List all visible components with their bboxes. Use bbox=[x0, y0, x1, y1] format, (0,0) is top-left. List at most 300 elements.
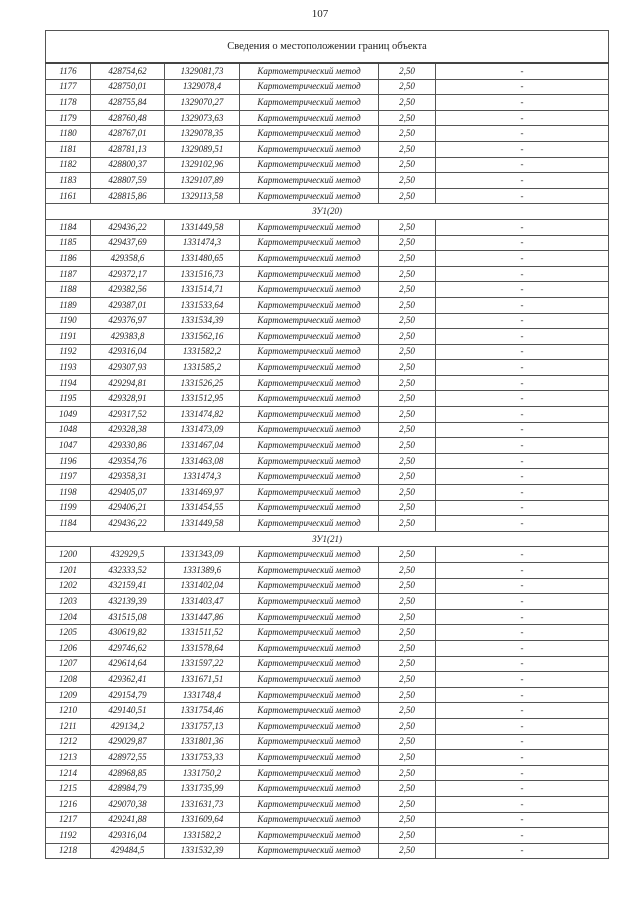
table-row bbox=[46, 63, 609, 79]
coord-x-cell: 429316,04 bbox=[91, 828, 165, 844]
coord-y-cell: 1331389,6 bbox=[165, 563, 240, 579]
table-row bbox=[46, 453, 609, 469]
coord-y-cell: 1331757,13 bbox=[165, 718, 240, 734]
point-number-cell: 1181 bbox=[46, 141, 91, 157]
table-row bbox=[46, 765, 609, 781]
table-row bbox=[46, 672, 609, 688]
boundary-coordinates-table bbox=[45, 30, 609, 859]
method-cell: Картометрический метод bbox=[240, 781, 379, 797]
table-row bbox=[46, 235, 609, 251]
table-row bbox=[46, 251, 609, 267]
coord-y-cell: 1331578,64 bbox=[165, 640, 240, 656]
method-cell: Картометрический метод bbox=[240, 563, 379, 579]
method-cell: Картометрический метод bbox=[240, 95, 379, 111]
coord-x-cell: 429436,22 bbox=[91, 516, 165, 532]
method-cell: Картометрический метод bbox=[240, 796, 379, 812]
method-cell: Картометрический метод bbox=[240, 594, 379, 610]
precision-cell: 2,50 bbox=[379, 594, 436, 610]
precision-cell: 2,50 bbox=[379, 157, 436, 173]
description-cell: - bbox=[436, 563, 609, 579]
table-row bbox=[46, 563, 609, 579]
table-row bbox=[46, 812, 609, 828]
table-row bbox=[46, 407, 609, 423]
description-cell: - bbox=[436, 453, 609, 469]
precision-cell: 2,50 bbox=[379, 329, 436, 345]
point-number-cell: 1210 bbox=[46, 703, 91, 719]
table-row bbox=[46, 750, 609, 766]
precision-cell: 2,50 bbox=[379, 126, 436, 142]
coord-x-cell: 429154,79 bbox=[91, 687, 165, 703]
coord-x-cell: 431515,08 bbox=[91, 609, 165, 625]
method-cell: Картометрический метод bbox=[240, 640, 379, 656]
precision-cell: 2,50 bbox=[379, 547, 436, 563]
table-row bbox=[46, 781, 609, 797]
description-cell: - bbox=[436, 235, 609, 251]
method-cell: Картометрический метод bbox=[240, 625, 379, 641]
coord-y-cell: 1329102,96 bbox=[165, 157, 240, 173]
method-cell: Картометрический метод bbox=[240, 344, 379, 360]
description-cell: - bbox=[436, 516, 609, 532]
method-cell: Картометрический метод bbox=[240, 63, 379, 79]
page-number: 107 bbox=[311, 8, 329, 20]
table-row bbox=[46, 485, 609, 501]
description-cell: - bbox=[436, 843, 609, 859]
section-label: ЗУ1(20) bbox=[46, 204, 609, 220]
description-cell: - bbox=[436, 781, 609, 797]
table-row bbox=[46, 578, 609, 594]
coord-x-cell: 428984,79 bbox=[91, 781, 165, 797]
table-body bbox=[46, 31, 609, 859]
description-cell: - bbox=[436, 375, 609, 391]
table-title-row bbox=[46, 31, 609, 64]
point-number-cell: 1194 bbox=[46, 375, 91, 391]
table-row bbox=[46, 500, 609, 516]
coord-x-cell: 432159,41 bbox=[91, 578, 165, 594]
description-cell: - bbox=[436, 594, 609, 610]
precision-cell: 2,50 bbox=[379, 422, 436, 438]
method-cell: Картометрический метод bbox=[240, 313, 379, 329]
coord-y-cell: 1329107,89 bbox=[165, 173, 240, 189]
description-cell: - bbox=[436, 578, 609, 594]
coord-y-cell: 1331582,2 bbox=[165, 344, 240, 360]
description-cell: - bbox=[436, 765, 609, 781]
point-number-cell: 1198 bbox=[46, 485, 91, 501]
description-cell: - bbox=[436, 640, 609, 656]
method-cell: Картометрический метод bbox=[240, 282, 379, 298]
section-row bbox=[46, 531, 609, 547]
description-cell: - bbox=[436, 469, 609, 485]
table-row bbox=[46, 110, 609, 126]
point-number-cell: 1187 bbox=[46, 266, 91, 282]
coord-y-cell: 1331753,33 bbox=[165, 750, 240, 766]
point-number-cell: 1204 bbox=[46, 609, 91, 625]
point-number-cell: 1211 bbox=[46, 718, 91, 734]
precision-cell: 2,50 bbox=[379, 516, 436, 532]
method-cell: Картометрический метод bbox=[240, 422, 379, 438]
description-cell: - bbox=[436, 266, 609, 282]
point-number-cell: 1215 bbox=[46, 781, 91, 797]
description-cell: - bbox=[436, 282, 609, 298]
description-cell: - bbox=[436, 219, 609, 235]
precision-cell: 2,50 bbox=[379, 391, 436, 407]
table-row bbox=[46, 141, 609, 157]
point-number-cell: 1209 bbox=[46, 687, 91, 703]
method-cell: Картометрический метод bbox=[240, 157, 379, 173]
precision-cell: 2,50 bbox=[379, 173, 436, 189]
description-cell: - bbox=[436, 407, 609, 423]
table-row bbox=[46, 188, 609, 204]
point-number-cell: 1191 bbox=[46, 329, 91, 345]
table-row bbox=[46, 438, 609, 454]
coord-y-cell: 1331631,73 bbox=[165, 796, 240, 812]
method-cell: Картометрический метод bbox=[240, 609, 379, 625]
method-cell: Картометрический метод bbox=[240, 828, 379, 844]
method-cell: Картометрический метод bbox=[240, 469, 379, 485]
precision-cell: 2,50 bbox=[379, 95, 436, 111]
description-cell: - bbox=[436, 656, 609, 672]
table-row bbox=[46, 313, 609, 329]
point-number-cell: 1161 bbox=[46, 188, 91, 204]
method-cell: Картометрический метод bbox=[240, 391, 379, 407]
coord-x-cell: 432929,5 bbox=[91, 547, 165, 563]
coord-y-cell: 1331533,64 bbox=[165, 297, 240, 313]
coord-x-cell: 429406,21 bbox=[91, 500, 165, 516]
method-cell: Картометрический метод bbox=[240, 812, 379, 828]
coord-x-cell: 428968,85 bbox=[91, 765, 165, 781]
coord-y-cell: 1331534,39 bbox=[165, 313, 240, 329]
precision-cell: 2,50 bbox=[379, 438, 436, 454]
coord-y-cell: 1331480,65 bbox=[165, 251, 240, 267]
table-row bbox=[46, 656, 609, 672]
coord-x-cell: 429307,93 bbox=[91, 360, 165, 376]
table-row bbox=[46, 391, 609, 407]
description-cell: - bbox=[436, 750, 609, 766]
point-number-cell: 1207 bbox=[46, 656, 91, 672]
precision-cell: 2,50 bbox=[379, 640, 436, 656]
coord-x-cell: 428767,01 bbox=[91, 126, 165, 142]
point-number-cell: 1188 bbox=[46, 282, 91, 298]
coord-y-cell: 1331447,86 bbox=[165, 609, 240, 625]
precision-cell: 2,50 bbox=[379, 251, 436, 267]
method-cell: Картометрический метод bbox=[240, 578, 379, 594]
precision-cell: 2,50 bbox=[379, 79, 436, 95]
point-number-cell: 1218 bbox=[46, 843, 91, 859]
coord-x-cell: 432139,39 bbox=[91, 594, 165, 610]
point-number-cell: 1206 bbox=[46, 640, 91, 656]
table-row bbox=[46, 687, 609, 703]
coord-x-cell: 429328,91 bbox=[91, 391, 165, 407]
precision-cell: 2,50 bbox=[379, 188, 436, 204]
coord-y-cell: 1331467,04 bbox=[165, 438, 240, 454]
section-row bbox=[46, 204, 609, 220]
point-number-cell: 1197 bbox=[46, 469, 91, 485]
method-cell: Картометрический метод bbox=[240, 251, 379, 267]
coord-x-cell: 429317,52 bbox=[91, 407, 165, 423]
method-cell: Картометрический метод bbox=[240, 703, 379, 719]
method-cell: Картометрический метод bbox=[240, 141, 379, 157]
description-cell: - bbox=[436, 141, 609, 157]
coord-x-cell: 429614,64 bbox=[91, 656, 165, 672]
table-row bbox=[46, 843, 609, 859]
description-cell: - bbox=[436, 625, 609, 641]
precision-cell: 2,50 bbox=[379, 235, 436, 251]
description-cell: - bbox=[436, 672, 609, 688]
table-row bbox=[46, 703, 609, 719]
table-row bbox=[46, 126, 609, 142]
description-cell: - bbox=[436, 313, 609, 329]
coord-y-cell: 1331454,55 bbox=[165, 500, 240, 516]
description-cell: - bbox=[436, 344, 609, 360]
method-cell: Картометрический метод bbox=[240, 266, 379, 282]
coord-y-cell: 1329089,51 bbox=[165, 141, 240, 157]
coord-y-cell: 1331473,09 bbox=[165, 422, 240, 438]
table-row bbox=[46, 516, 609, 532]
table-row bbox=[46, 625, 609, 641]
coord-x-cell: 429376,97 bbox=[91, 313, 165, 329]
point-number-cell: 1195 bbox=[46, 391, 91, 407]
description-cell: - bbox=[436, 391, 609, 407]
coord-y-cell: 1331750,2 bbox=[165, 765, 240, 781]
precision-cell: 2,50 bbox=[379, 313, 436, 329]
precision-cell: 2,50 bbox=[379, 609, 436, 625]
point-number-cell: 1178 bbox=[46, 95, 91, 111]
table-row bbox=[46, 547, 609, 563]
coord-y-cell: 1329073,63 bbox=[165, 110, 240, 126]
method-cell: Картометрический метод bbox=[240, 173, 379, 189]
coord-x-cell: 428815,86 bbox=[91, 188, 165, 204]
precision-cell: 2,50 bbox=[379, 469, 436, 485]
point-number-cell: 1176 bbox=[46, 63, 91, 79]
section-label: ЗУ1(21) bbox=[46, 531, 609, 547]
method-cell: Картометрический метод bbox=[240, 438, 379, 454]
description-cell: - bbox=[436, 157, 609, 173]
precision-cell: 2,50 bbox=[379, 625, 436, 641]
description-cell: - bbox=[436, 812, 609, 828]
coord-x-cell: 429387,01 bbox=[91, 297, 165, 313]
method-cell: Картометрический метод bbox=[240, 843, 379, 859]
coord-x-cell: 428807,59 bbox=[91, 173, 165, 189]
point-number-cell: 1199 bbox=[46, 500, 91, 516]
table-row bbox=[46, 718, 609, 734]
precision-cell: 2,50 bbox=[379, 375, 436, 391]
description-cell: - bbox=[436, 79, 609, 95]
precision-cell: 2,50 bbox=[379, 266, 436, 282]
coord-x-cell: 428754,62 bbox=[91, 63, 165, 79]
coord-y-cell: 1331585,2 bbox=[165, 360, 240, 376]
coord-x-cell: 429362,41 bbox=[91, 672, 165, 688]
coord-x-cell: 429372,17 bbox=[91, 266, 165, 282]
point-number-cell: 1189 bbox=[46, 297, 91, 313]
precision-cell: 2,50 bbox=[379, 765, 436, 781]
point-number-cell: 1186 bbox=[46, 251, 91, 267]
coord-y-cell: 1331516,73 bbox=[165, 266, 240, 282]
coord-x-cell: 429294,81 bbox=[91, 375, 165, 391]
coord-y-cell: 1331343,09 bbox=[165, 547, 240, 563]
coord-y-cell: 1331748,4 bbox=[165, 687, 240, 703]
point-number-cell: 1184 bbox=[46, 516, 91, 532]
coord-y-cell: 1331474,3 bbox=[165, 469, 240, 485]
coord-y-cell: 1329078,4 bbox=[165, 79, 240, 95]
point-number-cell: 1180 bbox=[46, 126, 91, 142]
method-cell: Картометрический метод bbox=[240, 672, 379, 688]
coord-x-cell: 429140,51 bbox=[91, 703, 165, 719]
description-cell: - bbox=[436, 547, 609, 563]
coord-x-cell: 429437,69 bbox=[91, 235, 165, 251]
coord-y-cell: 1329070,27 bbox=[165, 95, 240, 111]
precision-cell: 2,50 bbox=[379, 656, 436, 672]
method-cell: Картометрический метод bbox=[240, 718, 379, 734]
coord-y-cell: 1329113,58 bbox=[165, 188, 240, 204]
precision-cell: 2,50 bbox=[379, 453, 436, 469]
coord-y-cell: 1331801,36 bbox=[165, 734, 240, 750]
coord-x-cell: 429241,88 bbox=[91, 812, 165, 828]
description-cell: - bbox=[436, 422, 609, 438]
coord-x-cell: 429029,87 bbox=[91, 734, 165, 750]
description-cell: - bbox=[436, 734, 609, 750]
table-row bbox=[46, 734, 609, 750]
description-cell: - bbox=[436, 188, 609, 204]
point-number-cell: 1190 bbox=[46, 313, 91, 329]
point-number-cell: 1049 bbox=[46, 407, 91, 423]
point-number-cell: 1196 bbox=[46, 453, 91, 469]
method-cell: Картометрический метод bbox=[240, 547, 379, 563]
coord-y-cell: 1331597,22 bbox=[165, 656, 240, 672]
table-row bbox=[46, 157, 609, 173]
method-cell: Картометрический метод bbox=[240, 765, 379, 781]
coord-x-cell: 429070,38 bbox=[91, 796, 165, 812]
table-row bbox=[46, 422, 609, 438]
table-row bbox=[46, 266, 609, 282]
coord-x-cell: 428750,01 bbox=[91, 79, 165, 95]
table-row bbox=[46, 828, 609, 844]
point-number-cell: 1179 bbox=[46, 110, 91, 126]
table-row bbox=[46, 594, 609, 610]
table-row bbox=[46, 640, 609, 656]
method-cell: Картометрический метод bbox=[240, 329, 379, 345]
coord-y-cell: 1331735,99 bbox=[165, 781, 240, 797]
coord-x-cell: 428755,84 bbox=[91, 95, 165, 111]
coord-x-cell: 429328,38 bbox=[91, 422, 165, 438]
point-number-cell: 1184 bbox=[46, 219, 91, 235]
point-number-cell: 1202 bbox=[46, 578, 91, 594]
point-number-cell: 1217 bbox=[46, 812, 91, 828]
table-row bbox=[46, 282, 609, 298]
coord-x-cell: 429358,6 bbox=[91, 251, 165, 267]
table-title: Сведения о местоположении границ объекта bbox=[46, 31, 609, 64]
method-cell: Картометрический метод bbox=[240, 126, 379, 142]
description-cell: - bbox=[436, 718, 609, 734]
precision-cell: 2,50 bbox=[379, 297, 436, 313]
precision-cell: 2,50 bbox=[379, 672, 436, 688]
precision-cell: 2,50 bbox=[379, 843, 436, 859]
description-cell: - bbox=[436, 500, 609, 516]
coord-y-cell: 1331449,58 bbox=[165, 219, 240, 235]
coord-x-cell: 428781,13 bbox=[91, 141, 165, 157]
method-cell: Картометрический метод bbox=[240, 375, 379, 391]
coord-x-cell: 429354,76 bbox=[91, 453, 165, 469]
description-cell: - bbox=[436, 126, 609, 142]
precision-cell: 2,50 bbox=[379, 703, 436, 719]
table-row bbox=[46, 79, 609, 95]
point-number-cell: 1185 bbox=[46, 235, 91, 251]
precision-cell: 2,50 bbox=[379, 360, 436, 376]
point-number-cell: 1192 bbox=[46, 828, 91, 844]
coord-x-cell: 429746,62 bbox=[91, 640, 165, 656]
coord-y-cell: 1331449,58 bbox=[165, 516, 240, 532]
description-cell: - bbox=[436, 251, 609, 267]
point-number-cell: 1213 bbox=[46, 750, 91, 766]
point-number-cell: 1208 bbox=[46, 672, 91, 688]
point-number-cell: 1048 bbox=[46, 422, 91, 438]
description-cell: - bbox=[436, 95, 609, 111]
coord-y-cell: 1329081,73 bbox=[165, 63, 240, 79]
method-cell: Картометрический метод bbox=[240, 734, 379, 750]
method-cell: Картометрический метод bbox=[240, 485, 379, 501]
coord-y-cell: 1331526,25 bbox=[165, 375, 240, 391]
precision-cell: 2,50 bbox=[379, 563, 436, 579]
coord-x-cell: 428800,37 bbox=[91, 157, 165, 173]
point-number-cell: 1201 bbox=[46, 563, 91, 579]
precision-cell: 2,50 bbox=[379, 796, 436, 812]
method-cell: Картометрический метод bbox=[240, 188, 379, 204]
precision-cell: 2,50 bbox=[379, 687, 436, 703]
description-cell: - bbox=[436, 828, 609, 844]
description-cell: - bbox=[436, 438, 609, 454]
description-cell: - bbox=[436, 63, 609, 79]
method-cell: Картометрический метод bbox=[240, 219, 379, 235]
precision-cell: 2,50 bbox=[379, 500, 436, 516]
method-cell: Картометрический метод bbox=[240, 79, 379, 95]
coord-y-cell: 1331463,08 bbox=[165, 453, 240, 469]
method-cell: Картометрический метод bbox=[240, 297, 379, 313]
point-number-cell: 1205 bbox=[46, 625, 91, 641]
point-number-cell: 1203 bbox=[46, 594, 91, 610]
table-row bbox=[46, 375, 609, 391]
precision-cell: 2,50 bbox=[379, 578, 436, 594]
coord-x-cell: 429436,22 bbox=[91, 219, 165, 235]
method-cell: Картометрический метод bbox=[240, 360, 379, 376]
precision-cell: 2,50 bbox=[379, 485, 436, 501]
coord-x-cell: 432333,52 bbox=[91, 563, 165, 579]
method-cell: Картометрический метод bbox=[240, 500, 379, 516]
description-cell: - bbox=[436, 110, 609, 126]
coord-y-cell: 1331671,51 bbox=[165, 672, 240, 688]
point-number-cell: 1212 bbox=[46, 734, 91, 750]
coord-y-cell: 1331609,64 bbox=[165, 812, 240, 828]
method-cell: Картометрический метод bbox=[240, 110, 379, 126]
point-number-cell: 1047 bbox=[46, 438, 91, 454]
table-row bbox=[46, 344, 609, 360]
coord-y-cell: 1329078,35 bbox=[165, 126, 240, 142]
precision-cell: 2,50 bbox=[379, 828, 436, 844]
precision-cell: 2,50 bbox=[379, 63, 436, 79]
coord-y-cell: 1331512,95 bbox=[165, 391, 240, 407]
description-cell: - bbox=[436, 485, 609, 501]
point-number-cell: 1183 bbox=[46, 173, 91, 189]
point-number-cell: 1200 bbox=[46, 547, 91, 563]
coord-x-cell: 429330,86 bbox=[91, 438, 165, 454]
table-row bbox=[46, 360, 609, 376]
coord-y-cell: 1331469,97 bbox=[165, 485, 240, 501]
description-cell: - bbox=[436, 297, 609, 313]
table-row bbox=[46, 173, 609, 189]
description-cell: - bbox=[436, 609, 609, 625]
coord-x-cell: 429484,5 bbox=[91, 843, 165, 859]
description-cell: - bbox=[436, 173, 609, 189]
precision-cell: 2,50 bbox=[379, 141, 436, 157]
coord-x-cell: 430619,82 bbox=[91, 625, 165, 641]
table-row bbox=[46, 609, 609, 625]
